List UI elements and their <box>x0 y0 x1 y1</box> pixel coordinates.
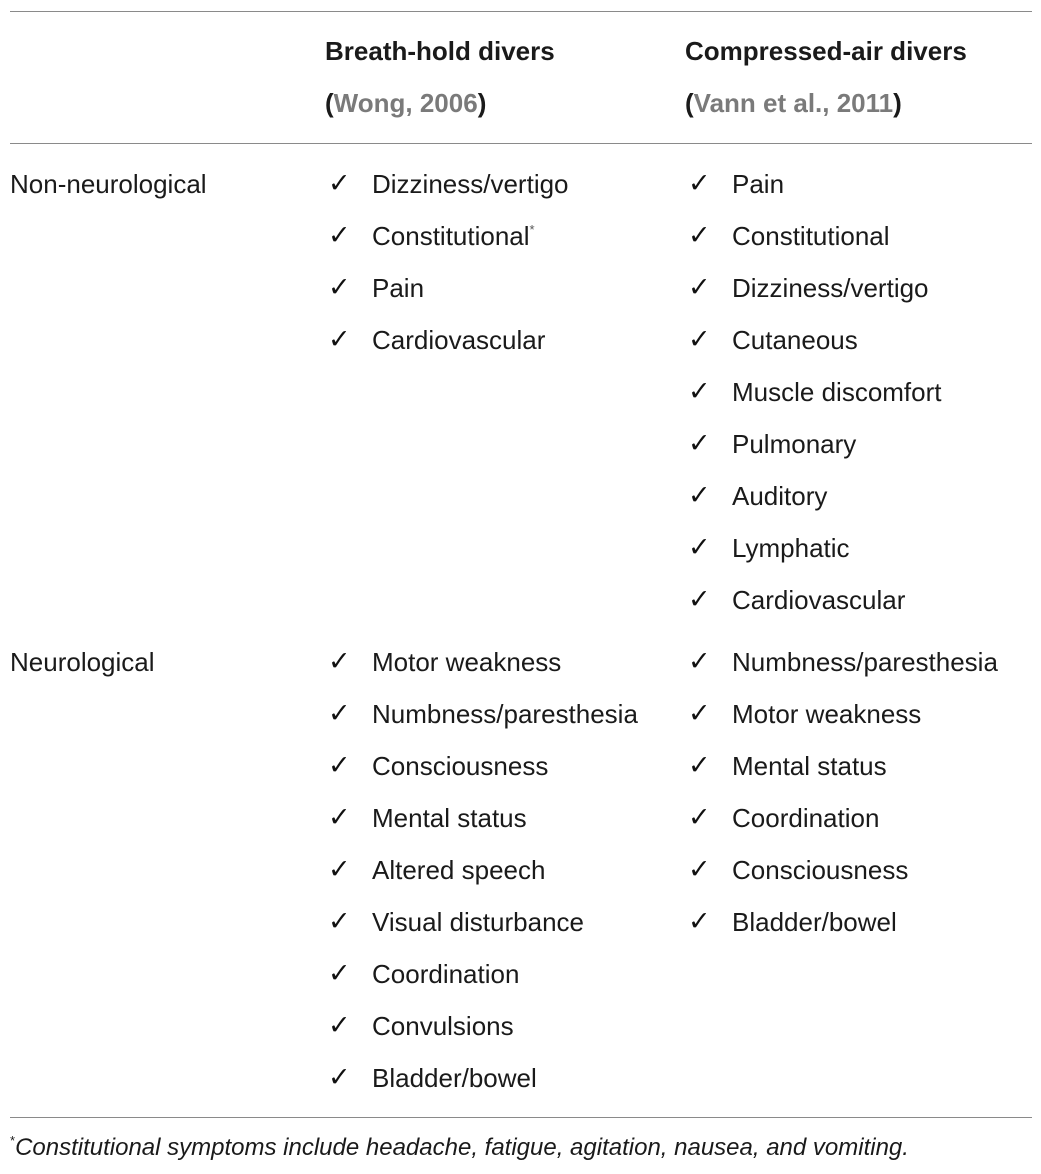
paren-open: ( <box>325 88 334 118</box>
symptom-label: Motor weakness <box>372 647 562 677</box>
list-item <box>688 688 998 740</box>
check-icon: ✓ <box>688 272 711 303</box>
symptom-label: Lymphatic <box>732 533 850 563</box>
symptom-label: Coordination <box>372 959 520 989</box>
symptom-label: Bladder/bowel <box>372 1063 537 1093</box>
symptom-label: Constitutional <box>732 221 890 251</box>
check-icon: ✓ <box>688 698 711 729</box>
symptom-label: Altered speech <box>372 855 546 885</box>
check-icon: ✓ <box>688 750 711 781</box>
list-item <box>328 688 638 740</box>
check-icon: ✓ <box>688 532 711 563</box>
breath-hold-non-neurological-list <box>328 158 569 366</box>
symptom-label: Dizziness/vertigo <box>732 273 929 303</box>
symptom-label: Cardiovascular <box>372 325 546 355</box>
symptom-label: Coordination <box>732 803 880 833</box>
symptom-label: Bladder/bowel <box>732 907 897 937</box>
check-icon: ✓ <box>328 324 351 355</box>
check-icon: ✓ <box>328 802 351 833</box>
list-item <box>328 844 638 896</box>
check-icon: ✓ <box>688 376 711 407</box>
paren-close: ) <box>893 88 902 118</box>
check-icon: ✓ <box>328 646 351 677</box>
list-item <box>688 792 998 844</box>
column-title: Breath-hold divers <box>325 36 555 66</box>
symptom-label: Consciousness <box>372 751 549 781</box>
paren-close: ) <box>477 88 487 118</box>
check-icon: ✓ <box>328 168 351 199</box>
list-item <box>328 792 638 844</box>
list-item <box>328 1052 638 1104</box>
check-icon: ✓ <box>688 324 711 355</box>
check-icon: ✓ <box>328 220 351 251</box>
symptom-label: Numbness/paresthesia <box>732 647 998 677</box>
column-citation-line <box>325 77 555 129</box>
list-item <box>688 418 942 470</box>
check-icon: ✓ <box>688 646 711 677</box>
symptom-label: Consciousness <box>732 855 909 885</box>
check-icon: ✓ <box>688 428 711 459</box>
check-icon: ✓ <box>328 750 351 781</box>
list-item <box>328 262 569 314</box>
citation-link[interactable]: Vann et al., 2011 <box>693 88 894 118</box>
list-item <box>688 896 998 948</box>
symptom-label: Mental status <box>372 803 527 833</box>
breath-hold-neurological-list <box>328 636 638 1104</box>
list-item <box>328 896 638 948</box>
column-header-breath-hold <box>325 25 555 129</box>
list-item <box>328 948 638 1000</box>
table-footnote <box>10 1128 909 1168</box>
list-item <box>328 1000 638 1052</box>
list-item <box>328 210 569 262</box>
symptom-label: Pulmonary <box>732 429 857 459</box>
symptom-label: Muscle discomfort <box>732 377 942 407</box>
row-label-non-neurological: Non-neurological <box>10 169 207 199</box>
symptom-label: Numbness/paresthesia <box>372 699 638 729</box>
footnote-marker: * <box>529 222 535 237</box>
list-item <box>688 366 942 418</box>
compressed-air-neurological-list <box>688 636 998 948</box>
symptom-label: Mental status <box>732 751 887 781</box>
list-item <box>688 636 998 688</box>
check-icon: ✓ <box>688 584 711 615</box>
row-label-neurological: Neurological <box>10 647 155 677</box>
list-item <box>328 158 569 210</box>
check-icon: ✓ <box>688 802 711 833</box>
check-icon: ✓ <box>688 220 711 251</box>
symptom-label: Pain <box>732 169 785 199</box>
list-item <box>688 844 998 896</box>
check-icon: ✓ <box>328 698 351 729</box>
list-item <box>328 314 569 366</box>
column-citation-line <box>685 77 967 129</box>
symptom-label: Convulsions <box>372 1011 514 1041</box>
paren-open: ( <box>685 88 694 118</box>
check-icon: ✓ <box>328 1062 351 1093</box>
check-icon: ✓ <box>328 854 351 885</box>
column-title: Compressed-air divers <box>685 36 967 66</box>
symptom-label: Visual disturbance <box>372 907 584 937</box>
top-rule <box>10 11 1032 12</box>
symptom-label: Pain <box>372 273 425 303</box>
list-item <box>328 740 638 792</box>
list-item <box>688 158 942 210</box>
bottom-rule <box>10 1117 1032 1118</box>
list-item <box>688 740 998 792</box>
check-icon: ✓ <box>328 958 351 989</box>
list-item <box>688 522 942 574</box>
list-item <box>688 314 942 366</box>
list-item <box>328 636 638 688</box>
list-item <box>688 574 942 626</box>
symptom-label: Cardiovascular <box>732 585 906 615</box>
list-item <box>688 470 942 522</box>
check-icon: ✓ <box>328 906 351 937</box>
check-icon: ✓ <box>688 168 711 199</box>
citation-link[interactable]: Wong, 2006 <box>333 88 478 118</box>
check-icon: ✓ <box>328 272 351 303</box>
check-icon: ✓ <box>688 906 711 937</box>
footnote-marker: * <box>10 1133 16 1148</box>
symptom-label: Motor weakness <box>732 699 922 729</box>
list-item <box>688 210 942 262</box>
compressed-air-non-neurological-list <box>688 158 942 626</box>
column-header-compressed-air <box>685 25 967 129</box>
header-rule <box>10 143 1032 144</box>
list-item <box>688 262 942 314</box>
symptom-label: Auditory <box>732 481 828 511</box>
check-icon: ✓ <box>688 854 711 885</box>
symptom-label: Dizziness/vertigo <box>372 169 569 199</box>
check-icon: ✓ <box>688 480 711 511</box>
symptom-label: Constitutional <box>372 221 530 251</box>
symptom-label: Cutaneous <box>732 325 858 355</box>
footnote-text: Constitutional symptoms include headache, fatigue, agitation, nausea, and vomiting. <box>15 1134 909 1161</box>
check-icon: ✓ <box>328 1010 351 1041</box>
